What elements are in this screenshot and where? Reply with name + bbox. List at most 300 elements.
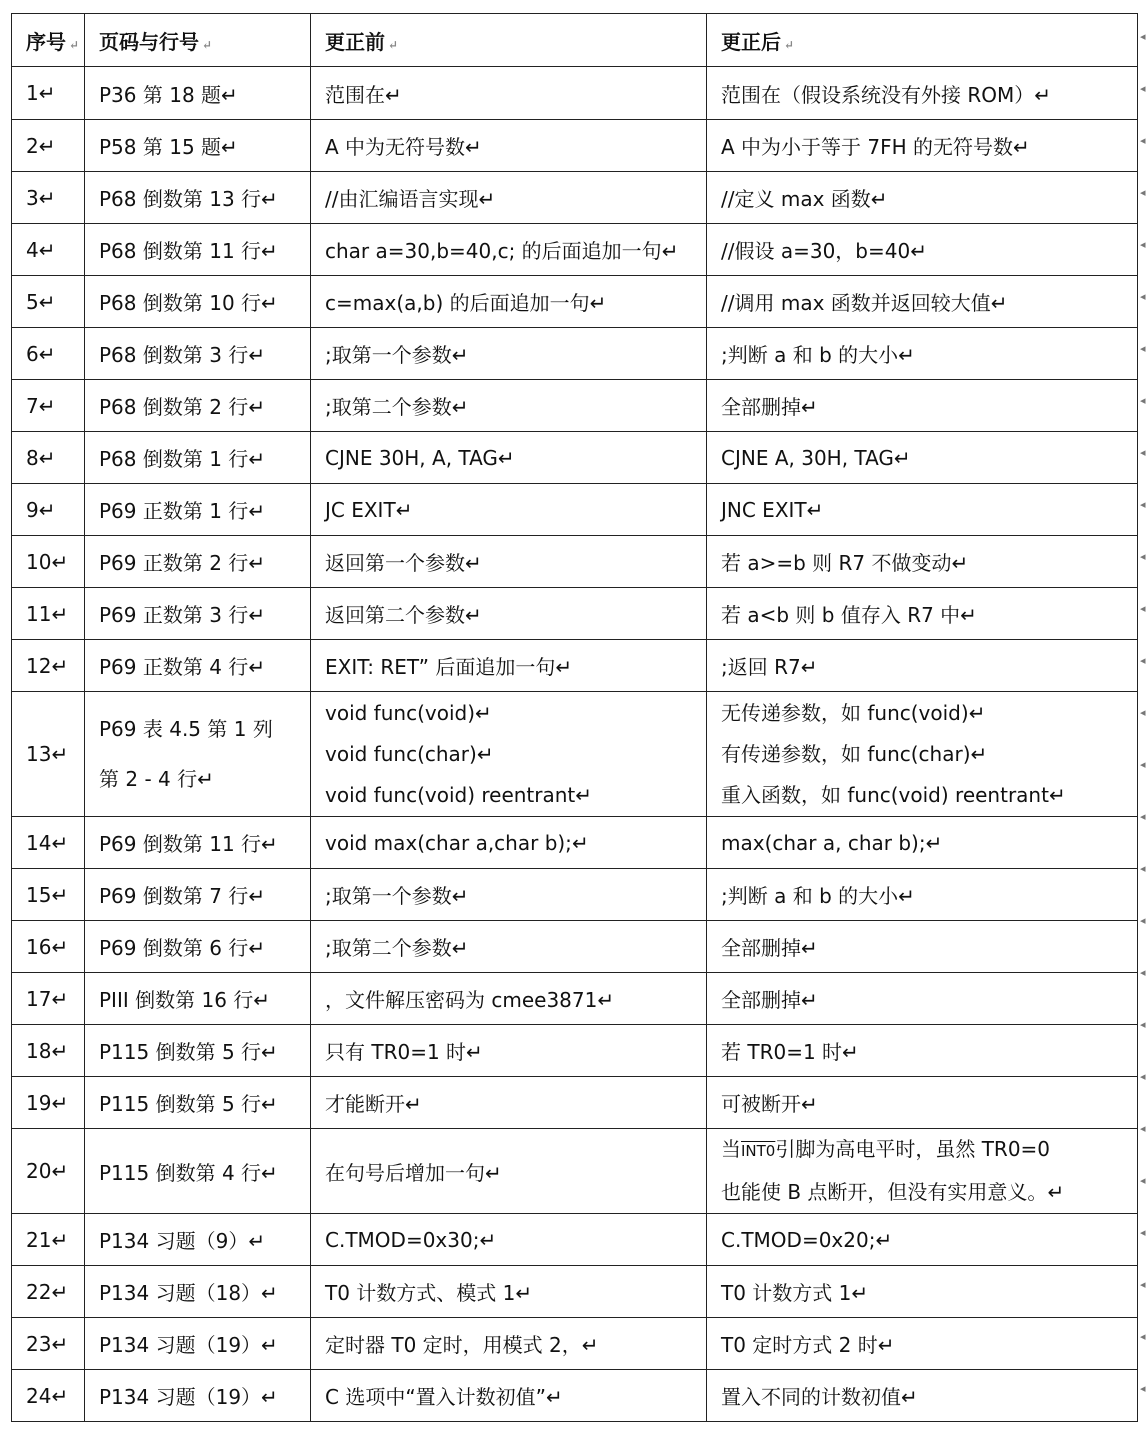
page-line: P134 习题（19） bbox=[99, 1385, 262, 1409]
margin-mark-icon: ◂ bbox=[1140, 342, 1146, 355]
cell-before bbox=[311, 380, 707, 432]
paragraph-mark: ↵ bbox=[261, 187, 278, 211]
cell-after bbox=[707, 973, 1138, 1025]
cell-before bbox=[311, 692, 707, 817]
paragraph-mark: ↵ bbox=[801, 936, 818, 960]
cell-page bbox=[85, 1214, 311, 1266]
cell-no bbox=[12, 432, 85, 484]
page-line: P134 习题（9） bbox=[99, 1229, 249, 1253]
margin-mark-icon: ◂ bbox=[1140, 186, 1146, 199]
table-row bbox=[12, 921, 1138, 973]
before-text: ;取第二个参数 bbox=[325, 395, 452, 419]
paragraph-mark: ↵ bbox=[261, 1385, 278, 1409]
margin-mark-icon: ◂ bbox=[1140, 1330, 1146, 1343]
row-number: 8 bbox=[26, 445, 39, 470]
cell-after bbox=[707, 692, 1138, 817]
page-line: P58 第 15 题 bbox=[99, 135, 222, 159]
paragraph-mark: ↵ bbox=[485, 1160, 502, 1185]
paragraph-mark: ↵ bbox=[842, 1040, 859, 1064]
cell-after bbox=[707, 120, 1138, 172]
after-text: 范围在（假设系统没有外接 ROM） bbox=[721, 82, 1035, 107]
table-row bbox=[12, 1214, 1138, 1266]
paragraph-mark: ↵ bbox=[221, 82, 238, 107]
paragraph-mark: ↵ bbox=[248, 343, 266, 367]
cell-no bbox=[12, 692, 85, 817]
table-row bbox=[12, 120, 1138, 172]
after-text: max(char a, char b); bbox=[721, 830, 926, 855]
row-number: 16 bbox=[26, 934, 52, 959]
cell-no bbox=[12, 1214, 85, 1266]
margin-mark-icon: ◂ bbox=[1140, 134, 1146, 147]
cell-after bbox=[707, 1077, 1138, 1129]
cell-before bbox=[311, 921, 707, 973]
after-text: //调用 max 函数并返回较大值 bbox=[721, 291, 991, 315]
cell-page bbox=[85, 67, 311, 120]
paragraph-mark: ↵ bbox=[51, 1331, 69, 1356]
before-text: void func(void) reentrant bbox=[325, 782, 576, 807]
row-number: 9 bbox=[26, 497, 39, 522]
after-text: 若 a<b 则 b 值存入 R7 中 bbox=[721, 603, 961, 627]
after-line bbox=[721, 693, 1123, 734]
paragraph-mark: ↵ bbox=[385, 82, 402, 107]
table-row bbox=[12, 484, 1138, 536]
paragraph-mark: ↵ bbox=[575, 782, 593, 807]
cell-no bbox=[12, 1370, 85, 1422]
after-text: CJNE A, 30H, TAG bbox=[721, 445, 894, 470]
after-text: T0 计数方式 1 bbox=[721, 1281, 852, 1305]
paragraph-mark: ↵ bbox=[801, 988, 818, 1012]
cell-page bbox=[85, 172, 311, 224]
row-number: 12 bbox=[26, 653, 52, 678]
cell-after bbox=[707, 1318, 1138, 1370]
paragraph-mark: ↵ bbox=[581, 1333, 599, 1357]
before-text: char a=30,b=40,c; 的后面追加一句 bbox=[325, 239, 662, 263]
header-before: 更正前 ↵ bbox=[311, 14, 707, 67]
paragraph-mark: ↵ bbox=[990, 291, 1008, 315]
before-text: void func(void) bbox=[325, 700, 475, 725]
row-number: 23 bbox=[26, 1331, 52, 1356]
before-text: T0 计数方式、模式 1 bbox=[325, 1281, 516, 1305]
row-number: 21 bbox=[26, 1227, 52, 1252]
table-row bbox=[12, 817, 1138, 869]
table-row bbox=[12, 1266, 1138, 1318]
margin-mark-icon: ◂ bbox=[1140, 446, 1146, 459]
before-text: C 选项中“置入计数初值” bbox=[325, 1385, 547, 1409]
cell-no bbox=[12, 1077, 85, 1129]
paragraph-mark: ↵ bbox=[1034, 82, 1052, 107]
paragraph-mark: ↵ bbox=[546, 1385, 563, 1409]
margin-mark-icon: ◂ bbox=[1140, 706, 1146, 719]
cell-before bbox=[311, 484, 707, 536]
header-after: 更正后 ↵ bbox=[707, 14, 1138, 67]
paragraph-mark: ↵ bbox=[589, 291, 607, 315]
paragraph-mark: ↵ bbox=[38, 497, 56, 522]
paragraph-mark: ↵ bbox=[51, 742, 69, 766]
cell-page bbox=[85, 817, 311, 869]
cell-page bbox=[85, 1370, 311, 1422]
cell-no bbox=[12, 640, 85, 692]
before-text: ;取第二个参数 bbox=[325, 936, 452, 960]
cell-before bbox=[311, 973, 707, 1025]
margin-mark-icon: ◂ bbox=[1140, 654, 1146, 667]
paragraph-mark: ↵ bbox=[248, 936, 266, 960]
row-number: 4 bbox=[26, 237, 39, 262]
cell-before bbox=[311, 120, 707, 172]
margin-mark-icon: ◂ bbox=[1140, 1122, 1146, 1135]
cell-after bbox=[707, 432, 1138, 484]
paragraph-mark: ↵ bbox=[51, 601, 69, 626]
paragraph-mark: ↵ bbox=[261, 239, 278, 263]
cell-no bbox=[12, 973, 85, 1025]
cell-page bbox=[85, 588, 311, 640]
cell-page bbox=[85, 328, 311, 380]
page-line: P69 正数第 4 行 bbox=[99, 655, 249, 679]
page-line: P69 表 4.5 第 1 列 第 2 - 4 行 bbox=[99, 717, 273, 791]
paragraph-mark: ↵ bbox=[261, 832, 278, 856]
page-line: PIII 倒数第 16 行 bbox=[99, 988, 254, 1012]
after-line bbox=[721, 1172, 1123, 1213]
cell-page bbox=[85, 536, 311, 588]
paragraph-mark: ↵ bbox=[465, 135, 482, 159]
paragraph-mark: ↵ bbox=[800, 655, 818, 679]
before-text: 范围在 bbox=[325, 82, 385, 107]
before-text: //由汇编语言实现 bbox=[325, 187, 479, 211]
row-number: 20 bbox=[26, 1159, 52, 1183]
margin-mark-icon: ◂ bbox=[1140, 862, 1146, 875]
margin-mark-icon: ◂ bbox=[1140, 394, 1146, 407]
paragraph-mark: ↵ bbox=[51, 1159, 69, 1183]
row-number: 13 bbox=[26, 742, 52, 766]
paragraph-mark: ↵ bbox=[451, 884, 469, 908]
margin-mark-icon: ◂ bbox=[1140, 1018, 1146, 1031]
cell-before bbox=[311, 1129, 707, 1214]
paragraph-mark: ↵ bbox=[248, 447, 266, 471]
cell-after bbox=[707, 1370, 1138, 1422]
margin-mark-icon: ◂ bbox=[1140, 602, 1146, 615]
paragraph-mark: ↵ bbox=[51, 882, 69, 907]
cell-after bbox=[707, 921, 1138, 973]
paragraph-mark: ↵ bbox=[465, 603, 482, 627]
table-row bbox=[12, 432, 1138, 484]
cell-after bbox=[707, 484, 1138, 536]
paragraph-mark: ↵ bbox=[1048, 782, 1066, 807]
after-text: ;判断 a 和 b 的大小 bbox=[721, 343, 899, 367]
paragraph-mark: ↵ bbox=[221, 135, 238, 159]
after-text: //定义 max 函数 bbox=[721, 187, 871, 211]
after-line bbox=[721, 1129, 1123, 1172]
row-number: 10 bbox=[26, 549, 52, 574]
table-row bbox=[12, 172, 1138, 224]
int0-overline: INT0 bbox=[741, 1142, 776, 1160]
cell-after bbox=[707, 380, 1138, 432]
before-text: 返回第二个参数 bbox=[325, 603, 465, 627]
paragraph-mark: ↵ bbox=[476, 741, 494, 766]
cell-no bbox=[12, 276, 85, 328]
margin-mark-icon: ◂ bbox=[1140, 810, 1146, 823]
cell-no bbox=[12, 120, 85, 172]
cell-no bbox=[12, 224, 85, 276]
paragraph-mark: ↵ bbox=[405, 1092, 422, 1116]
cell-after bbox=[707, 817, 1138, 869]
margin-mark-icon: ◂ bbox=[1140, 1174, 1146, 1187]
after-text: ;判断 a 和 b 的大小 bbox=[721, 884, 899, 908]
cell-no bbox=[12, 1318, 85, 1370]
before-text: 只有 TR0=1 时 bbox=[325, 1040, 467, 1064]
paragraph-mark: ↵ bbox=[261, 1040, 278, 1064]
paragraph-mark: ↵ bbox=[51, 1090, 69, 1115]
page-line: P68 倒数第 3 行 bbox=[99, 343, 249, 367]
before-text: CJNE 30H, A, TAG bbox=[325, 445, 498, 470]
margin-mark-icon: ◂ bbox=[1140, 290, 1146, 303]
before-text: 定时器 T0 定时，用模式 2， bbox=[325, 1333, 582, 1357]
cell-before bbox=[311, 1025, 707, 1077]
paragraph-mark: ↵ bbox=[51, 549, 69, 574]
margin-mark-icon: ◂ bbox=[1140, 966, 1146, 979]
margin-mark-icon: ◂ bbox=[1140, 1070, 1146, 1083]
page-line: P69 正数第 2 行 bbox=[99, 551, 249, 575]
cell-no bbox=[12, 380, 85, 432]
cell-no bbox=[12, 536, 85, 588]
paragraph-mark: ↵ bbox=[870, 187, 888, 211]
paragraph-mark: ↵ bbox=[970, 741, 988, 766]
paragraph-mark: ↵ bbox=[451, 343, 469, 367]
margin-mark-icon: ◂ bbox=[1140, 1382, 1146, 1395]
before-text: A 中为无符号数 bbox=[325, 135, 466, 159]
cell-after bbox=[707, 224, 1138, 276]
paragraph-mark: ↵ bbox=[248, 884, 266, 908]
page-line: P115 倒数第 4 行 bbox=[99, 1160, 262, 1185]
paragraph-mark: ↵ bbox=[395, 497, 413, 522]
paragraph-mark: ↵ bbox=[248, 395, 266, 419]
row-number: 18 bbox=[26, 1038, 52, 1063]
paragraph-mark: ↵ bbox=[38, 133, 56, 158]
after-line bbox=[721, 734, 1123, 775]
cell-no bbox=[12, 588, 85, 640]
table-row bbox=[12, 1370, 1138, 1422]
after-text: ;返回 R7 bbox=[721, 655, 801, 679]
cell-page bbox=[85, 1129, 311, 1214]
margin-mark-icon: ◂ bbox=[1140, 1226, 1146, 1239]
margin-mark-icon: ◂ bbox=[1140, 498, 1146, 511]
paragraph-mark: ↵ bbox=[806, 497, 824, 522]
paragraph-mark: ↵ bbox=[1013, 135, 1030, 159]
before-text: ，文件解压密码为 cmee3871 bbox=[325, 988, 598, 1012]
cell-before bbox=[311, 1077, 707, 1129]
before-text: 才能断开 bbox=[325, 1092, 405, 1116]
after-text: 若 a>=b 则 R7 不做变动 bbox=[721, 551, 952, 575]
cell-page bbox=[85, 380, 311, 432]
cell-after bbox=[707, 172, 1138, 224]
paragraph-mark: ↵ bbox=[801, 395, 818, 419]
page-line: P69 倒数第 6 行 bbox=[99, 936, 249, 960]
paragraph-mark: ↵ bbox=[555, 655, 573, 679]
before-text: void func(char) bbox=[325, 741, 477, 766]
page-line: P68 倒数第 2 行 bbox=[99, 395, 249, 419]
cell-before bbox=[311, 869, 707, 921]
paragraph-mark: ↵ bbox=[38, 393, 56, 418]
page-line: P68 倒数第 11 行 bbox=[99, 239, 262, 263]
paragraph-mark: ↵ bbox=[451, 395, 469, 419]
table-row bbox=[12, 869, 1138, 921]
paragraph-mark: ↵ bbox=[248, 499, 266, 523]
cell-before bbox=[311, 432, 707, 484]
margin-mark-icon: ◂ bbox=[1140, 550, 1146, 563]
margin-mark-icon: ◂ bbox=[1140, 758, 1146, 771]
paragraph-mark: ↵ bbox=[261, 1281, 278, 1305]
paragraph-mark: ↵ bbox=[851, 1281, 869, 1305]
paragraph-mark: ↵ bbox=[51, 1383, 69, 1408]
paragraph-mark: ↵ bbox=[38, 445, 56, 470]
margin-mark-icon: ◂ bbox=[1140, 1278, 1146, 1291]
margin-mark-icon: ◂ bbox=[1140, 914, 1146, 927]
cell-after bbox=[707, 588, 1138, 640]
after-text: 重入函数，如 func(void) reentrant bbox=[721, 782, 1049, 807]
paragraph-mark: ↵ bbox=[38, 341, 56, 366]
paragraph-mark: ↵ bbox=[38, 289, 56, 314]
paragraph-mark: ↵ bbox=[597, 988, 615, 1012]
paragraph-mark: ↵ bbox=[248, 551, 266, 575]
cell-page bbox=[85, 692, 311, 817]
cell-page bbox=[85, 224, 311, 276]
after-text: 全部删掉 bbox=[721, 395, 801, 419]
paragraph-mark: ↵ bbox=[38, 237, 56, 262]
after-text: 全部删掉 bbox=[721, 936, 801, 960]
page-line: P115 倒数第 5 行 bbox=[99, 1040, 262, 1064]
paragraph-mark: ↵ bbox=[465, 551, 482, 575]
table-row bbox=[12, 1129, 1138, 1214]
cell-after bbox=[707, 276, 1138, 328]
paragraph-mark: ↵ bbox=[51, 1227, 69, 1252]
margin-marks bbox=[1140, 30, 1148, 1420]
paragraph-mark: ↵ bbox=[661, 239, 679, 263]
before-text: void max(char a,char b); bbox=[325, 830, 572, 855]
page-line: P68 倒数第 1 行 bbox=[99, 447, 249, 471]
cell-page bbox=[85, 1318, 311, 1370]
after-text: 置入不同的计数初值 bbox=[721, 1385, 901, 1409]
errata-table bbox=[11, 13, 1138, 1422]
before-text: ;取第一个参数 bbox=[325, 343, 452, 367]
page-line: P68 倒数第 10 行 bbox=[99, 291, 262, 315]
paragraph-mark: ↵ bbox=[51, 934, 69, 959]
page-line: P36 第 18 题 bbox=[99, 82, 222, 107]
paragraph-mark: ↵ bbox=[261, 1333, 278, 1357]
table-row bbox=[12, 276, 1138, 328]
paragraph-mark: ↵ bbox=[1047, 1180, 1065, 1204]
before-text: C.TMOD=0x30; bbox=[325, 1227, 480, 1252]
paragraph-mark: ↵ bbox=[451, 936, 469, 960]
table-row bbox=[12, 328, 1138, 380]
paragraph-mark: ↵ bbox=[960, 603, 977, 627]
paragraph-mark: ↵ bbox=[475, 700, 492, 725]
before-line bbox=[325, 693, 692, 734]
before-line bbox=[325, 734, 692, 775]
before-text: ;取第一个参数 bbox=[325, 884, 452, 908]
paragraph-mark: ↵ bbox=[253, 988, 271, 1012]
margin-mark-icon: ◂ bbox=[1140, 238, 1146, 251]
table-row bbox=[12, 536, 1138, 588]
cell-page bbox=[85, 921, 311, 973]
cell-no bbox=[12, 1025, 85, 1077]
table-row bbox=[12, 1077, 1138, 1129]
cell-page bbox=[85, 640, 311, 692]
before-line bbox=[325, 775, 692, 816]
cell-after bbox=[707, 640, 1138, 692]
row-number: 3 bbox=[26, 185, 39, 210]
cell-page bbox=[85, 973, 311, 1025]
cell-after bbox=[707, 1129, 1138, 1214]
margin-mark-icon: ◂ bbox=[1140, 82, 1146, 95]
paragraph-mark: ↵ bbox=[515, 1281, 533, 1305]
table-row bbox=[12, 224, 1138, 276]
paragraph-mark: ↵ bbox=[38, 81, 56, 105]
paragraph-mark: ↵ bbox=[51, 1038, 69, 1063]
cell-no bbox=[12, 172, 85, 224]
cell-after bbox=[707, 328, 1138, 380]
cell-page bbox=[85, 1077, 311, 1129]
cell-after bbox=[707, 67, 1138, 120]
table-row bbox=[12, 640, 1138, 692]
cell-before bbox=[311, 328, 707, 380]
table-row bbox=[12, 588, 1138, 640]
paragraph-mark: ↵ bbox=[261, 291, 278, 315]
after-text: 全部删掉 bbox=[721, 988, 801, 1012]
header-row bbox=[12, 14, 1138, 67]
paragraph-mark: ↵ bbox=[893, 445, 911, 470]
paragraph-mark: ↵ bbox=[875, 1227, 893, 1252]
after-text: T0 定时方式 2 时 bbox=[721, 1333, 878, 1357]
paragraph-mark: ↵ bbox=[261, 1092, 278, 1116]
after-text: 无传递参数，如 func(void) bbox=[721, 700, 969, 725]
paragraph-mark: ↵ bbox=[248, 1229, 266, 1253]
paragraph-mark: ↵ bbox=[571, 830, 589, 855]
cell-page bbox=[85, 432, 311, 484]
cell-before bbox=[311, 1318, 707, 1370]
paragraph-mark: ↵ bbox=[898, 343, 915, 367]
cell-before bbox=[311, 536, 707, 588]
paragraph-mark: ↵ bbox=[51, 653, 69, 678]
paragraph-mark: ↵ bbox=[479, 1227, 497, 1252]
cell-no bbox=[12, 1129, 85, 1214]
cell-page bbox=[85, 1025, 311, 1077]
after-text: C.TMOD=0x20; bbox=[721, 1227, 876, 1252]
page-line: P134 习题（18） bbox=[99, 1281, 262, 1305]
paragraph-mark: ↵ bbox=[51, 830, 69, 855]
paragraph-mark: ↵ bbox=[38, 185, 56, 210]
after-text: 若 TR0=1 时 bbox=[721, 1040, 843, 1064]
before-text: c=max(a,b) 的后面追加一句 bbox=[325, 291, 590, 315]
before-text: EXIT: RET” 后面追加一句 bbox=[325, 655, 556, 679]
row-number: 2 bbox=[26, 133, 39, 158]
cell-no bbox=[12, 67, 85, 120]
cell-before bbox=[311, 276, 707, 328]
row-number: 15 bbox=[26, 882, 52, 907]
table-row bbox=[12, 1025, 1138, 1077]
row-number: 19 bbox=[26, 1090, 52, 1115]
after-text: A 中为小于等于 7FH 的无符号数 bbox=[721, 135, 1014, 159]
table-row bbox=[12, 973, 1138, 1025]
cell-page bbox=[85, 120, 311, 172]
paragraph-mark: ↵ bbox=[248, 655, 266, 679]
cell-before bbox=[311, 588, 707, 640]
cell-page bbox=[85, 484, 311, 536]
row-number: 11 bbox=[26, 601, 52, 626]
after-text: 当 bbox=[721, 1137, 741, 1161]
paragraph-mark: ↵ bbox=[951, 551, 969, 575]
cell-after bbox=[707, 1025, 1138, 1077]
page-line: P115 倒数第 5 行 bbox=[99, 1092, 262, 1116]
before-text: 返回第一个参数 bbox=[325, 551, 465, 575]
paragraph-mark: ↵ bbox=[51, 986, 69, 1011]
